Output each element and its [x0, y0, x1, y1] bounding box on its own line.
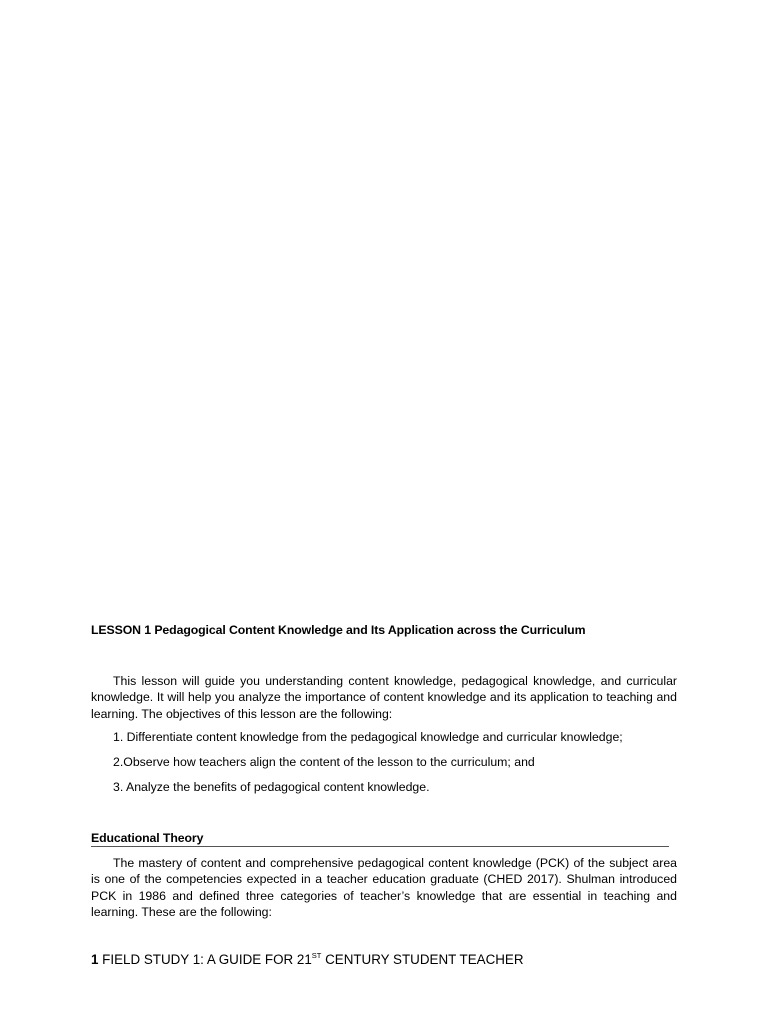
- objective-item-2: 2.Observe how teachers align the content of the lesson to the curriculum; and: [113, 755, 535, 769]
- objective-item-3: 3. Analyze the benefits of pedagogical content knowledge.: [113, 780, 430, 794]
- page-footer: [91, 951, 524, 967]
- footer-title-end: CENTURY STUDENT TEACHER: [321, 952, 524, 967]
- objective-item-1: 1. Differentiate content knowledge from the pedagogical knowledge and curricular knowledge;: [113, 730, 623, 744]
- footer-superscript: ST: [311, 951, 322, 960]
- lesson-title: LESSON 1 Pedagogical Content Knowledge and Its Application across the Curriculum: [91, 623, 586, 637]
- intro-paragraph: This lesson will guide you understanding content knowledge, pedagogical knowledge, and curricular knowledge. It will help you analyze the importance of content knowledge and its application to teaching and learning. The objectives of this lesson are the following:: [91, 674, 677, 721]
- page-number: 1: [91, 952, 99, 967]
- section-heading-text: Educational Theory: [91, 831, 204, 845]
- section-heading-educational-theory: [91, 831, 669, 847]
- footer-title-start: FIELD STUDY 1: A GUIDE FOR 21: [98, 952, 312, 967]
- theory-paragraph: The mastery of content and comprehensive pedagogical content knowledge (PCK) of the subject area is one of the competencies expected in a teacher education graduate (CHED 2017). Shulman introduced PCK in 1986 and defined three categories of teacher’s knowledge that are essential in teaching and learning. These are the following:: [91, 856, 677, 919]
